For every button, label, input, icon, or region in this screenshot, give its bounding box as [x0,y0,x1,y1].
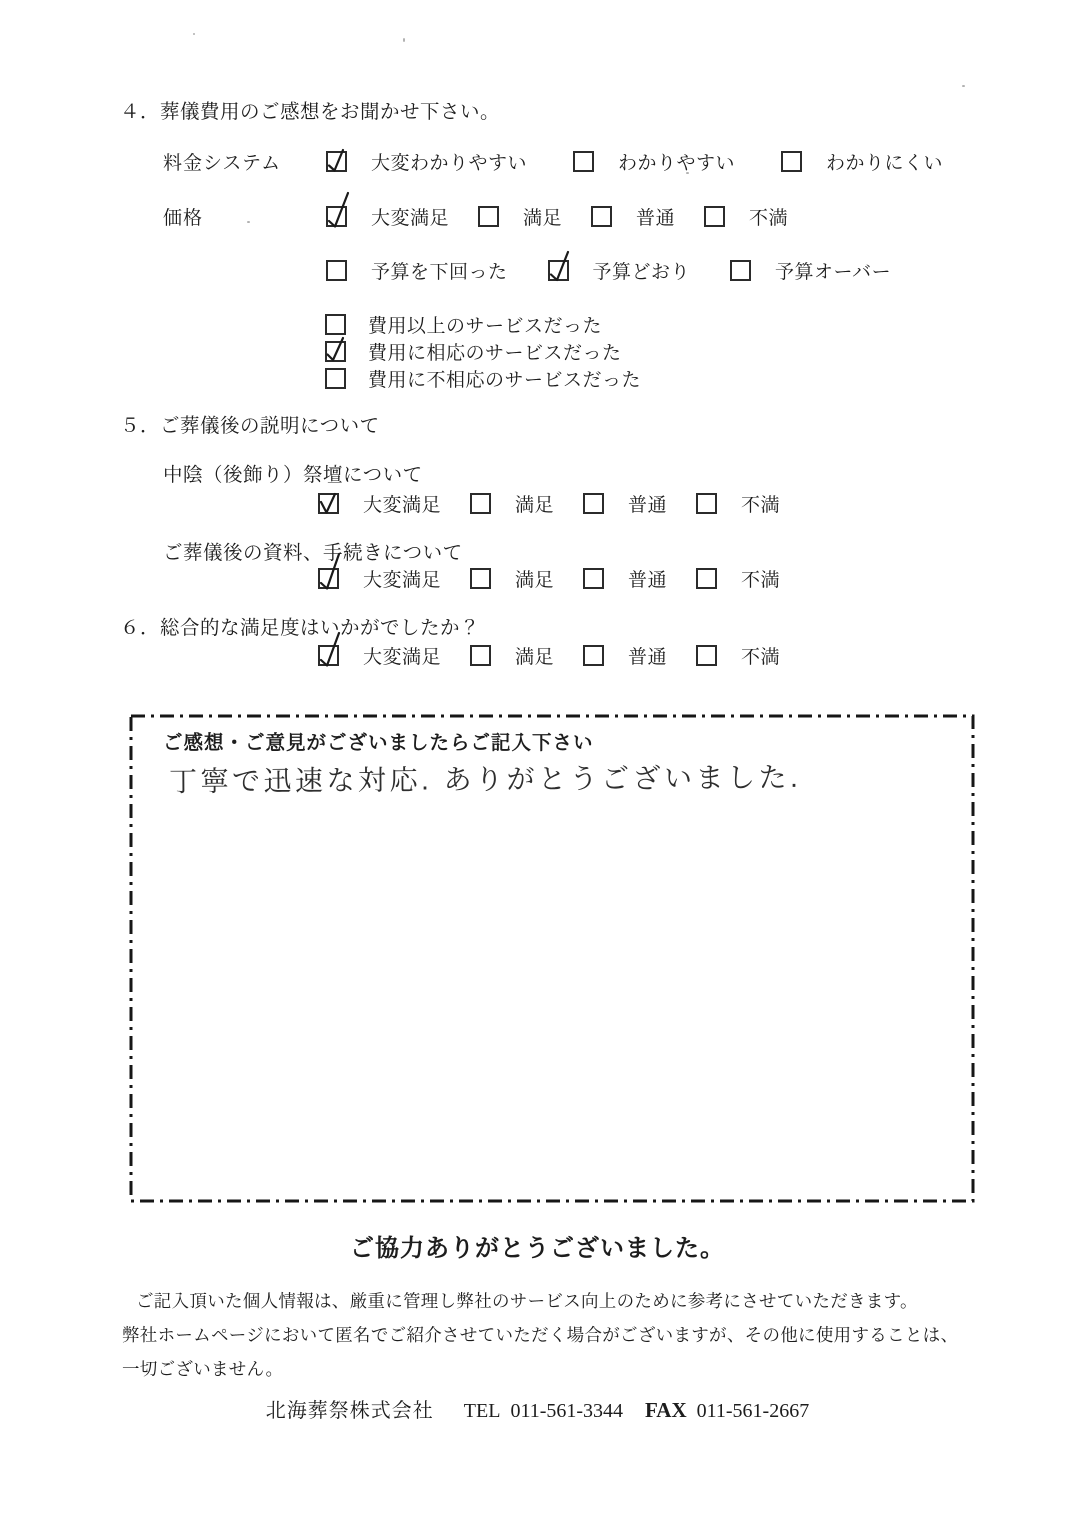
option-label: 費用に相応のサービスだった [368,342,622,364]
q4-service-row-below-cost [325,365,641,391]
checkbox-altar-satisfied[interactable] [470,493,491,514]
option-label: 不満 [741,646,781,668]
option-over-budget [730,257,891,284]
option-label: 予算を下回った [371,261,508,283]
checkbox-documents-neutral[interactable] [583,568,604,589]
checkbox-overall-very-satisfied[interactable] [318,645,339,666]
scan-speck [193,33,195,35]
option-altar-very-satisfied [318,490,441,517]
option-label: 費用に不相応のサービスだった [368,369,642,391]
scan-speck [962,85,965,87]
option-documents-very-satisfied [318,565,441,592]
option-fee-clear [573,148,735,175]
option-label: 予算どおり [592,261,691,283]
option-label: わかりやすい [618,152,736,174]
q4-price-label: 価格 [163,207,204,229]
option-label: 満足 [515,494,555,516]
option-fee-very-clear [326,148,527,175]
option-documents-dissatisfied [696,565,780,592]
option-price-satisfied [478,203,562,230]
privacy-line: ご記入頂いた個人情報は、厳重に管理し弊社のサービス向上のために参考にさせていただきます。 [136,1291,918,1311]
q4-service-row-matched-cost [325,338,622,364]
option-documents-satisfied [470,565,554,592]
option-service-more-than-cost [325,311,602,338]
privacy-line: 弊社ホームページにおいて匿名でご紹介させていただく場合がございますが、その他に使用することは、 [122,1325,959,1345]
option-altar-dissatisfied [696,490,780,517]
option-service-below-cost [325,365,641,392]
option-label: 普通 [628,494,668,516]
q5-documents-rating-row [318,565,809,591]
option-label: 大変満足 [363,494,442,516]
option-label: 不満 [741,494,781,516]
footer-contact [0,1394,1075,1423]
q5-documents-label: ご葬儀後の資料、手続きについて [163,542,463,564]
option-on-budget [548,257,691,284]
tel-number: 011-561-3344 [510,1400,624,1422]
option-label: 満足 [515,569,555,591]
checkbox-overall-neutral[interactable] [583,645,604,666]
option-label: 予算オーバー [775,261,892,283]
scan-speck [403,38,405,42]
question-4-title: ４．葬儀費用のご感想をお聞かせ下さい。 [120,101,501,123]
checkbox-price-neutral[interactable] [591,206,612,227]
checkbox-price-dissatisfied[interactable] [704,206,725,227]
q4-service-row-more-than-cost [325,311,602,337]
checkbox-documents-very-satisfied[interactable] [318,568,339,589]
question-5-title: ５．ご葬儀後の説明について [120,415,380,437]
option-label: 不満 [741,569,781,591]
option-altar-satisfied [470,490,554,517]
tel-contact [464,1400,623,1423]
checkbox-service-matched-cost[interactable] [325,341,346,362]
checkbox-service-below-cost[interactable] [325,368,346,389]
option-label: 不満 [749,207,789,229]
checkbox-price-satisfied[interactable] [478,206,499,227]
fax-label: FAX [645,1398,687,1422]
q4-fee-system-label: 料金システム [163,152,282,174]
checkbox-price-very-satisfied[interactable] [326,206,347,227]
option-label: 満足 [523,207,563,229]
checkbox-documents-satisfied[interactable] [470,568,491,589]
checkbox-under-budget[interactable] [326,260,347,281]
q6-overall-rating-row [318,642,809,668]
fax-number: 011-561-2667 [696,1400,810,1422]
handwritten-comment: 丁寧で迅速な対応. ありがとうございました. [168,761,802,798]
company-name: 北海葬祭株式会社 [265,1400,434,1422]
option-overall-very-satisfied [318,642,441,669]
option-label: 大変わかりやすい [371,152,528,174]
q4-budget-row [326,257,931,283]
option-label: わかりにくい [826,152,944,174]
privacy-line: 一切ございません。 [122,1359,284,1379]
option-overall-neutral [583,642,667,669]
option-altar-neutral [583,490,667,517]
option-label: 普通 [628,569,668,591]
option-documents-neutral [583,565,667,592]
option-label: 大変満足 [371,207,450,229]
question-6-title: ６．総合的な満足度はいかがでしたか？ [120,617,481,639]
option-fee-unclear [781,148,943,175]
option-label: 大変満足 [363,569,442,591]
option-price-neutral [591,203,675,230]
option-price-dissatisfied [704,203,788,230]
q4-fee-system-row [163,148,989,174]
checkbox-overall-satisfied[interactable] [470,645,491,666]
option-overall-dissatisfied [696,642,780,669]
closing-thanks: ご協力ありがとうございました。 [350,1235,725,1262]
checkbox-fee-unclear[interactable] [781,151,802,172]
q5-altar-label: 中陰（後飾り）祭壇について [163,464,423,486]
option-label: 大変満足 [363,646,442,668]
option-overall-satisfied [470,642,554,669]
checkbox-altar-dissatisfied[interactable] [696,493,717,514]
option-label: 普通 [628,646,668,668]
tel-label: TEL [463,1400,501,1422]
checkbox-on-budget[interactable] [548,260,569,281]
q5-altar-rating-row [318,490,809,516]
option-label: 費用以上のサービスだった [368,315,603,337]
option-price-very-satisfied [326,203,449,230]
checkbox-altar-neutral[interactable] [583,493,604,514]
option-under-budget [326,257,508,284]
privacy-notice [122,1284,1002,1386]
comment-prompt: ご感想・ご意見がございましたらご記入下さい [163,732,594,754]
option-label: 満足 [515,646,555,668]
option-label: 普通 [636,207,676,229]
checkbox-fee-very-clear[interactable] [326,151,347,172]
checkbox-overall-dissatisfied[interactable] [696,645,717,666]
q4-price-row [163,203,817,229]
checkbox-fee-clear[interactable] [573,151,594,172]
comment-box[interactable] [129,714,975,1203]
checkbox-documents-dissatisfied[interactable] [696,568,717,589]
checkbox-over-budget[interactable] [730,260,751,281]
checkbox-altar-very-satisfied[interactable] [318,493,339,514]
option-service-matched-cost [325,338,622,365]
